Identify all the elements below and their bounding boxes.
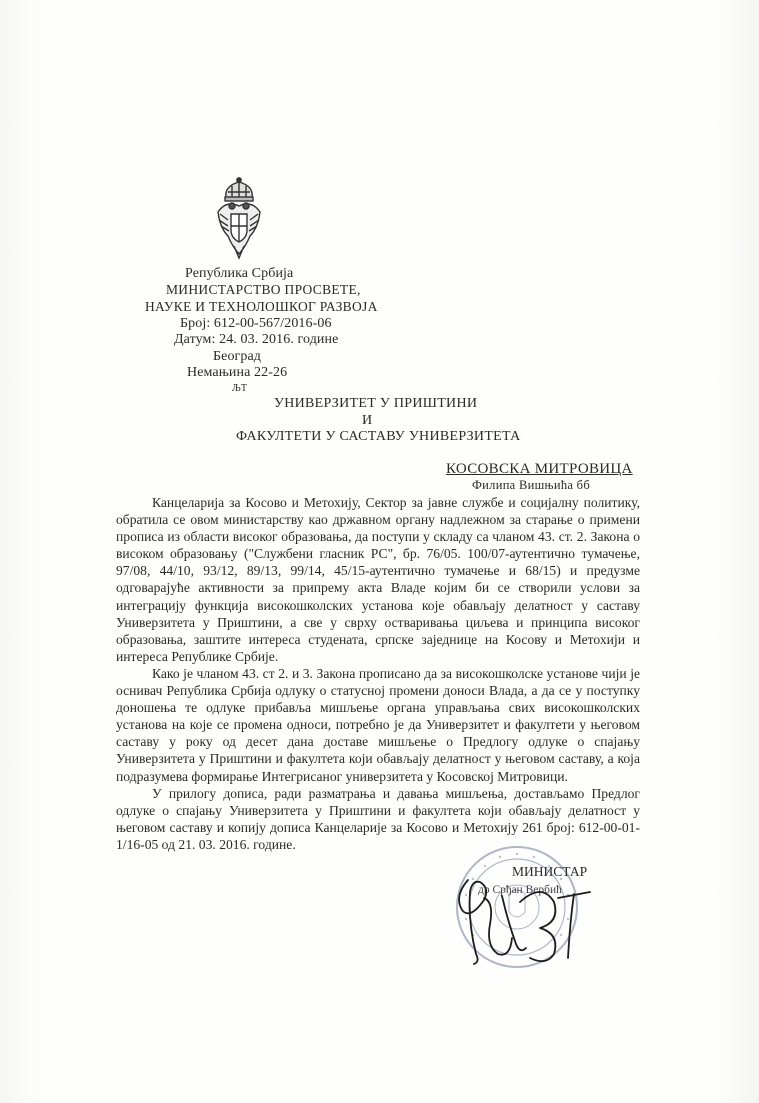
handwritten-signature [450,862,600,972]
city-label: Београд [213,349,262,364]
ministry-name-line1: МИНИСТАРСТВО ПРОСВЕТЕ, [166,282,361,297]
signatory-title: МИНИСТАР [512,864,588,879]
document-number: Број: 612-00-567/2016-06 [180,316,332,331]
letter-body [116,494,640,853]
street-address: Немањина 22-26 [187,365,288,380]
signatory-name: др Срђан Вербић [478,884,562,896]
body-paragraph-1: Канцеларија за Косово и Метохију, Сектор за јавне службе и социјалну политику, обратила се овом министарству као државном органу надлежном за старање о примени прописа из области високог образовања, да поступи у складу са чланом 43. ст. 2. Закона о високом образовању ("Службени гласник РС", бр. 76/05. 100/07-аутентично тумачење, 97/08, 44/10, 93/12, 89/13, 99/14, 45/15-аутентично тумачење и 68/15) и предузме одговарајуће активности за припрему акта Владе којим би се створили услови за интеграцију функција високошколских установа које обављају делатност у саставу Универзитета у Приштини, а све у сврху остваривања циљева и принципа високог образовања, заштите интереса студената, српске заједнице на Косову и Метохији и интереса Републике Србије. [116,495,640,664]
coat-of-arms-icon [214,176,264,260]
document-date: Датум: 24. 03. 2016. године [174,332,339,347]
body-paragraph-3: У прилогу дописа, ради разматрања и давања мишљења, достављамо Предлог одлуке о спајању Универзитета у Приштини и факултета који обављају делатност у његовом саставу и копију дописа Канцеларије за Косово и Метохију 261 број: 612-00-01-1/16-05 од 21. 03. 2016. године. [116,785,640,852]
addressee-city: КОСОВСКА МИТРОВИЦА [446,461,633,477]
addressee-line3: ФАКУЛТЕТИ У САСТАВУ УНИВЕРЗИТЕТА [236,429,521,444]
republic-label: Република Србија [185,266,294,281]
addressee-street: Филипа Вишњића бб [472,478,590,492]
body-paragraph-2: Како је чланом 43. ст 2. и 3. Закона прописано да за високошколске установе чији је оснивач Република Србија одлуку о статусној промени доноси Влада, а да се у поступку доношења те одлуке прибавља мишљење органа управљања свих високошколских установа на које се промена односи, потребно је да Универзитет и факултети у његовом саставу у року од десет дана доставе мишљење о Предлогу одлуке о спајању Универзитета у Приштини и факултета који обављају делатност у његовом саставу, а која подразумева формирање Интегрисаног универзитета у Косовској Митровици. [116,665,640,784]
addressee-line1: УНИВЕРЗИТЕТ У ПРИШТИНИ [274,396,478,411]
ministry-name-line2: НАУКЕ И ТЕХНОЛОШКОГ РАЗВОЈА [145,299,378,314]
initials-mark: ЉТ [232,383,248,394]
addressee-line2: И [362,413,373,428]
